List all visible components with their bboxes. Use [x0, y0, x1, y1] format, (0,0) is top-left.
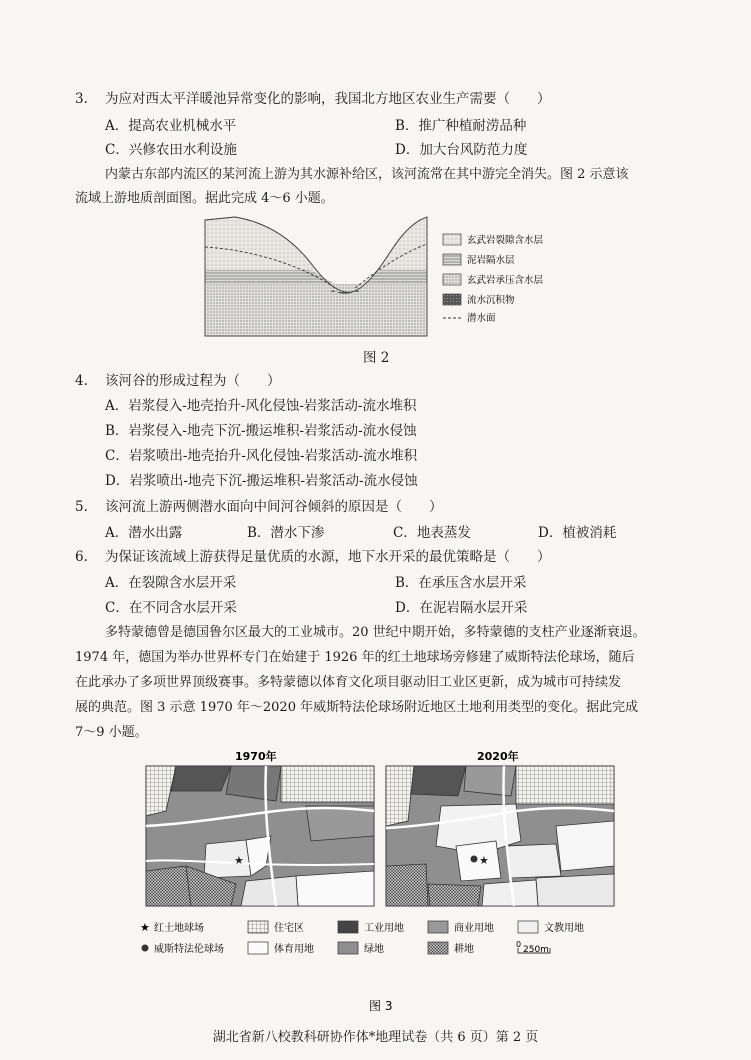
- legend-star-icon: ★: [140, 921, 150, 934]
- passage-1-line-1: 内蒙古东部内流区的某河流上游为其水源补给区，该河流常在其中游完全消失。图 2 示意该: [105, 167, 629, 182]
- figure-3-land-use-maps: [140, 748, 620, 1018]
- question-4-option-d: D．岩浆喷出-地壳下沉-搬运堆积-岩浆活动-流水侵蚀: [105, 473, 418, 489]
- legend-swatch-greenland: [338, 942, 358, 954]
- question-3-option-a: A．提高农业机械水平: [105, 118, 237, 134]
- scale-bar: [516, 940, 550, 955]
- figure-3-legend: [140, 921, 584, 955]
- legend-swatch-fracture-aquifer: [443, 234, 461, 245]
- question-4-option-c: C．岩浆喷出-地壳抬升-风化侵蚀-岩浆活动-流水堆积: [105, 448, 418, 464]
- question-5-option-d: D．植被消耗: [538, 525, 617, 541]
- legend-label-industrial: 工业用地: [364, 923, 404, 934]
- question-3-option-b: B．推广种植耐涝品种: [395, 118, 527, 134]
- question-3-stem: 为应对西太平洋暖池异常变化的影响，我国北方地区农业生产需要（ ）: [105, 91, 551, 107]
- passage-2-line-1: 多特蒙德曾是德国鲁尔区最大的工业城市。20 世纪中期开始，多特蒙德的支柱产业逐渐衰退。: [105, 625, 646, 640]
- legend-label-2: 玄武岩承压含水层: [467, 275, 544, 286]
- legend-swatch-farmland: [428, 942, 448, 954]
- scale-label: 250m: [523, 945, 549, 955]
- legend-label-0: 玄武岩裂隙含水层: [467, 235, 544, 246]
- question-6-number: 6.: [75, 549, 88, 565]
- question-3-number: 3.: [75, 91, 88, 107]
- question-4-option-a: A．岩浆侵入-地壳抬升-风化侵蚀-岩浆活动-流水堆积: [105, 398, 417, 414]
- question-5-number: 5.: [75, 499, 88, 515]
- question-5-option-a: A．潜水出露: [105, 525, 183, 541]
- question-3-option-c: C．兴修农田水利设施: [105, 142, 237, 158]
- question-5-option-c: C．地表蒸发: [393, 525, 471, 541]
- passage-2-line-3: 在此承办了多项世界顶级赛事。多特蒙德以体育文化项目驱动旧工业区更新，成为城市可持续发: [75, 675, 622, 690]
- question-6-option-c: C．在不同含水层开采: [105, 600, 237, 616]
- legend-label-residential: 住宅区: [274, 923, 304, 934]
- passage-1-line-2: 流域上游地质剖面图。据此完成 4～6 小题。: [75, 191, 334, 206]
- legend-label-3: 流水沉积物: [467, 295, 515, 306]
- question-5-stem: 该河流上游两侧潜水面向中间河谷倾斜的原因是（ ）: [105, 499, 443, 515]
- passage-2-line-2: 1974 年，德国为举办世界杯专门在始建于 1926 年的红土地球场旁修建了威斯特法伦球场，随后: [75, 650, 635, 665]
- question-6-option-d: D．在泥岩隔水层开采: [395, 600, 528, 616]
- question-3-option-d: D．加大台风防范力度: [395, 142, 528, 158]
- page-footer: 湖北省新八校教科研协作体*地理试卷（共 6 页）第 2 页: [212, 1030, 539, 1045]
- figure-2-caption: 图 2: [363, 350, 390, 366]
- question-4-option-b: B．岩浆侵入-地壳下沉-搬运堆积-岩浆活动-流水侵蚀: [105, 423, 417, 439]
- legend-swatch-education: [518, 921, 538, 933]
- legend-label-westfalen: 威斯特法伦球场: [154, 944, 224, 955]
- passage-2-line-5: 7～9 小题。: [75, 725, 148, 740]
- legend-swatch-industrial: [338, 921, 358, 933]
- question-6-option-a: A．在裂隙含水层开采: [105, 575, 237, 591]
- legend-swatch-sports: [248, 942, 268, 954]
- legend-dot-icon: [142, 945, 149, 952]
- question-5-option-b: B．潜水下渗: [247, 525, 325, 541]
- map-2020: [386, 766, 614, 906]
- legend-label-sports: 体育用地: [274, 944, 314, 955]
- figure-2-legend: [443, 234, 544, 324]
- legend-label-greenland: 绿地: [364, 944, 384, 955]
- legend-label-commercial: 商业用地: [454, 923, 494, 934]
- question-4-number: 4.: [75, 373, 88, 389]
- map-2020-title: 2020年: [477, 750, 519, 763]
- legend-swatch-sediment: [443, 294, 461, 305]
- question-6-stem: 为保证该流域上游获得足量优质的水源，地下水开采的最优策略是（ ）: [105, 549, 551, 565]
- question-4-stem: 该河谷的形成过程为（ ）: [105, 373, 281, 389]
- westfalen-stadium-marker-2020: [471, 856, 478, 863]
- legend-swatch-residential: [248, 921, 268, 933]
- passage-2-line-4: 展的典范。图 3 示意 1970 年～2020 年威斯特法伦球场附近地区土地利用类型的变化。据此完成: [75, 700, 639, 715]
- red-earth-stadium-marker-2020: ★: [479, 854, 489, 867]
- legend-label-1: 泥岩隔水层: [467, 255, 515, 266]
- map-1970: [146, 766, 374, 906]
- figure-2-geologic-profile: [195, 212, 575, 347]
- legend-swatch-commercial: [428, 921, 448, 933]
- red-earth-stadium-marker-1970: ★: [234, 854, 244, 867]
- map-1970-title: 1970年: [235, 750, 277, 763]
- legend-swatch-mudstone: [443, 254, 461, 265]
- profile-section: [205, 217, 427, 336]
- scale-zero: 0: [516, 940, 522, 949]
- legend-label-education: 文教用地: [544, 923, 584, 934]
- question-6-option-b: B．在承压含水层开采: [395, 575, 527, 591]
- legend-swatch-confined-aquifer: [443, 274, 461, 285]
- legend-label-4: 潜水面: [467, 313, 496, 324]
- legend-label-red-earth: 红土地球场: [154, 923, 204, 934]
- figure-3-caption: 图 3: [369, 999, 393, 1013]
- legend-label-farmland: 耕地: [454, 944, 474, 955]
